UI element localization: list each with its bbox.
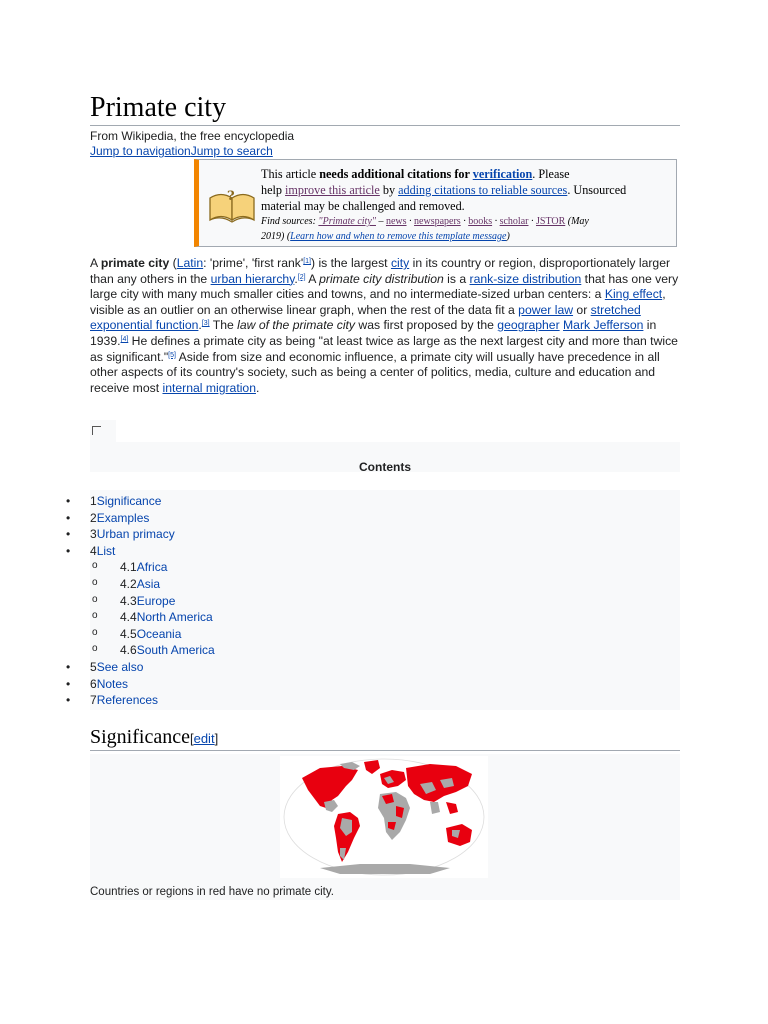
intro-text: ( bbox=[169, 256, 177, 270]
toc-subitem[interactable] bbox=[92, 609, 213, 625]
intro-text: A bbox=[305, 271, 320, 286]
figure-caption: Countries or regions in red have no primate city. bbox=[90, 886, 334, 898]
books-link[interactable]: books bbox=[468, 216, 493, 227]
toc-number: 5 bbox=[90, 660, 97, 674]
edit-section-link[interactable]: edit bbox=[193, 731, 215, 746]
toc-number: 4.1 bbox=[120, 560, 137, 575]
notice-text-1: This article bbox=[261, 167, 320, 181]
intro-text: A bbox=[90, 256, 101, 270]
toc-number: 7 bbox=[90, 693, 97, 708]
find-sources-label: Find sources: bbox=[261, 216, 319, 227]
intro-text: . bbox=[255, 380, 260, 395]
toc-link[interactable]: South America bbox=[136, 643, 215, 658]
toc-link[interactable]: See also bbox=[96, 660, 144, 674]
internal-migration-link[interactable]: internal migration bbox=[162, 380, 256, 395]
toc-subitem[interactable] bbox=[92, 576, 161, 592]
edit-bracket-open: [ bbox=[189, 731, 194, 746]
notice-text-5: . Unsourced bbox=[567, 183, 627, 197]
king-effect-link[interactable]: King effect bbox=[604, 287, 663, 302]
jstor-link[interactable]: JSTOR bbox=[535, 216, 566, 227]
world-map-image[interactable] bbox=[280, 756, 488, 878]
toc-link[interactable]: Notes bbox=[96, 676, 129, 691]
intro-text: : 'prime', 'first rank' bbox=[203, 256, 304, 270]
toc-title: Contents bbox=[359, 460, 411, 474]
intro-italic-term: law of the primate city bbox=[237, 318, 356, 333]
intro-text: or bbox=[573, 302, 591, 317]
toc-link[interactable]: Europe bbox=[136, 593, 176, 608]
toc-bullet: o bbox=[92, 610, 98, 622]
toc-bullet: o bbox=[92, 626, 98, 638]
section-heading-text: Significance bbox=[90, 726, 190, 748]
improve-article-link[interactable]: improve this article bbox=[285, 183, 380, 197]
toc-item[interactable] bbox=[66, 543, 116, 559]
latin-link[interactable]: Latin bbox=[176, 256, 204, 270]
toc-link[interactable]: North America bbox=[136, 610, 213, 625]
reference-3-link[interactable]: [3] bbox=[201, 320, 210, 328]
geographer-link[interactable]: geographer bbox=[497, 318, 560, 333]
toc-number: 4.6 bbox=[120, 643, 137, 658]
toc-bullet: o bbox=[92, 593, 98, 605]
toc-item[interactable] bbox=[66, 493, 162, 509]
toc-number: 4.5 bbox=[120, 626, 137, 641]
intro-text: in 1939. bbox=[90, 318, 657, 348]
news-link[interactable]: news bbox=[385, 216, 407, 227]
rank-size-distribution-link[interactable]: rank-size distribution bbox=[469, 271, 582, 286]
toc-number: 4 bbox=[90, 543, 97, 558]
learn-remove-template-link[interactable]: Learn how and when to remove this template message bbox=[290, 231, 507, 242]
intro-text: . bbox=[294, 271, 298, 286]
intro-bold-term: primate city bbox=[100, 256, 170, 270]
notice-text-6: material may be challenged and removed. bbox=[261, 199, 465, 213]
toc-bullet: o bbox=[92, 643, 98, 655]
intro-text: He defines a primate city as being "at least twice as large as the next largest city and more than twice as significant." bbox=[90, 333, 678, 364]
intro-text: in its country or region, disproportionately larger than any others in the bbox=[90, 256, 671, 286]
scholar-link[interactable]: scholar bbox=[499, 216, 529, 227]
reference-1-link[interactable]: [1] bbox=[303, 258, 312, 265]
power-law-link[interactable]: power law bbox=[518, 302, 574, 317]
toc-bullet: • bbox=[66, 676, 71, 691]
toc-item[interactable] bbox=[66, 659, 144, 675]
intro-paragraph bbox=[90, 256, 682, 396]
toc-subitem[interactable] bbox=[92, 642, 215, 658]
citation-notice-box bbox=[194, 159, 677, 247]
mark-jefferson-link[interactable]: Mark Jefferson bbox=[563, 318, 644, 333]
section-divider bbox=[90, 750, 680, 751]
toc-number: 4.2 bbox=[120, 577, 137, 591]
intro-text: The bbox=[209, 318, 238, 333]
toc-subitem[interactable] bbox=[92, 626, 182, 642]
toc-link[interactable]: List bbox=[96, 543, 116, 558]
intro-text: that has one very large city with many much smaller cities and towns, and no intermediate-sized urban centers: a bbox=[90, 271, 679, 302]
toc-link[interactable]: Asia bbox=[136, 577, 161, 591]
reference-4-link[interactable]: [4] bbox=[120, 335, 129, 343]
toc-link[interactable]: Urban primacy bbox=[96, 527, 175, 542]
section-heading-significance bbox=[90, 724, 218, 752]
edit-bracket-close: ] bbox=[214, 731, 219, 746]
notice-text-2: . Please bbox=[532, 167, 570, 181]
primate-city-world-map bbox=[280, 756, 488, 878]
notice-date: (May bbox=[565, 216, 589, 227]
jump-to-search-link[interactable]: Jump to search bbox=[190, 144, 273, 158]
toc-bullet: • bbox=[66, 494, 71, 508]
notice-close-paren: ) bbox=[506, 231, 510, 242]
intro-text: , visible as an outlier on an otherwise linear graph, when the rest of the data fit a bbox=[90, 287, 666, 317]
city-link[interactable]: city bbox=[390, 256, 410, 270]
toc-subitem[interactable] bbox=[92, 559, 168, 575]
notice-date-2: 2019) ( bbox=[261, 231, 291, 242]
toc-number: 4.3 bbox=[120, 593, 137, 608]
adding-citations-link[interactable]: adding citations to reliable sources bbox=[398, 183, 568, 197]
intro-text: ) is the largest bbox=[311, 256, 391, 270]
book-question-icon bbox=[207, 184, 257, 224]
verification-link[interactable]: verification bbox=[472, 167, 533, 181]
toc-bullet: • bbox=[66, 660, 71, 674]
toc-bullet: • bbox=[66, 543, 71, 558]
notice-text-4: by bbox=[379, 183, 399, 197]
intro-italic-term: primate city distribution bbox=[319, 271, 444, 286]
toc-number: 1 bbox=[90, 494, 97, 508]
toggle-checkbox-icon bbox=[92, 426, 101, 435]
toc-number: 2 bbox=[90, 510, 97, 525]
search-query-link[interactable]: "Primate city" bbox=[318, 216, 376, 227]
intro-text: . bbox=[198, 318, 202, 333]
toc-number: 4.4 bbox=[120, 610, 137, 625]
toc-toggle[interactable] bbox=[90, 420, 116, 442]
toc-bullet: • bbox=[66, 693, 71, 708]
reference-5-link[interactable]: [5] bbox=[168, 351, 176, 359]
toc-link[interactable]: Significance bbox=[96, 494, 162, 508]
toc-item[interactable] bbox=[66, 692, 159, 708]
toc-item[interactable] bbox=[66, 526, 175, 542]
urban-hierarchy-link[interactable]: urban hierarchy bbox=[210, 271, 295, 286]
notice-text bbox=[261, 166, 671, 244]
toc-number: 6 bbox=[90, 676, 97, 691]
find-sources-dash: – bbox=[375, 216, 386, 227]
svg-text:?: ? bbox=[227, 189, 235, 204]
intro-text: is a bbox=[443, 271, 470, 286]
notice-text-3: help bbox=[261, 183, 286, 197]
map-figure bbox=[90, 754, 680, 900]
toc-number: 3 bbox=[90, 527, 97, 542]
jump-links bbox=[90, 144, 273, 158]
toc-bullet: o bbox=[92, 560, 98, 572]
intro-text: Aside from size and economic influence, a primate city will usually have precedence in all other aspects of its country's society, such as being a center of politics, media, culture and education and receive most bbox=[90, 349, 660, 395]
intro-text: was first proposed by the bbox=[355, 318, 498, 333]
toc-bullet: • bbox=[66, 510, 71, 525]
notice-bold: needs additional citations for bbox=[319, 167, 473, 181]
reference-2-link[interactable]: [2] bbox=[297, 273, 306, 281]
toc-link[interactable]: Oceania bbox=[136, 626, 182, 641]
toc-link[interactable]: Africa bbox=[136, 560, 168, 575]
stretched-exponential-link[interactable]: stretched exponential function bbox=[90, 302, 641, 333]
toc-list-band bbox=[90, 490, 680, 710]
toc-link[interactable]: References bbox=[96, 693, 159, 708]
find-sources: Find sources: "Primate city" – news · newspapers · books · scholar · JSTOR (May 2019) (Learn how and when to remove this template message) bbox=[261, 216, 589, 242]
toc-bullet: o bbox=[92, 577, 98, 588]
site-tagline: From Wikipedia, the free encyclopedia bbox=[90, 129, 295, 143]
title-divider bbox=[90, 125, 680, 126]
page-title: Primate city bbox=[90, 92, 227, 123]
toc-item[interactable] bbox=[66, 676, 129, 692]
newspapers-link[interactable]: newspapers bbox=[414, 216, 461, 227]
toc-subitem[interactable] bbox=[92, 593, 176, 609]
toc-bullet: • bbox=[66, 527, 71, 542]
toc-item[interactable] bbox=[66, 510, 150, 526]
toc-link[interactable]: Examples bbox=[96, 510, 150, 525]
jump-to-navigation-link[interactable]: Jump to navigation bbox=[90, 144, 191, 158]
